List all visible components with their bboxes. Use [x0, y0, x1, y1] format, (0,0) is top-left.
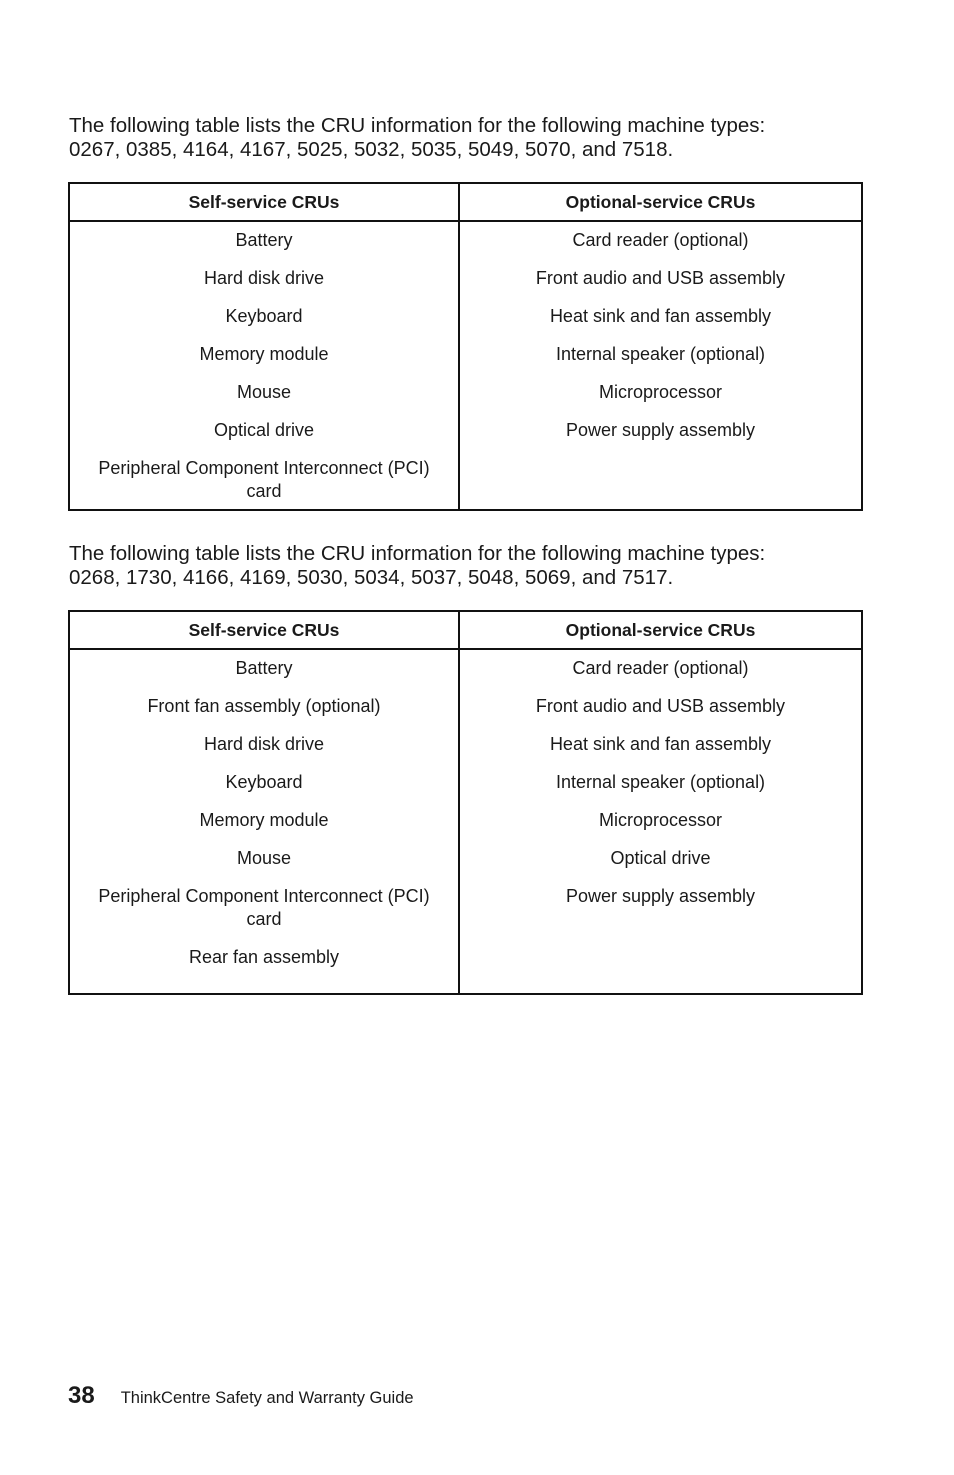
- list-item: Keyboard: [225, 306, 303, 326]
- list-item: Peripheral Component Interconnect (PCI) card: [98, 886, 430, 929]
- list-item: Hard disk drive: [203, 734, 325, 754]
- list-item: Mouse: [236, 382, 292, 402]
- list-item: Keyboard: [225, 772, 303, 792]
- list-item: Battery: [235, 230, 293, 250]
- table-header-row: [69, 183, 862, 221]
- page-number: 38: [68, 1382, 95, 1409]
- table-body-row: [69, 221, 862, 510]
- list-item: Front fan assembly (optional): [147, 696, 381, 716]
- optional-service-list: [459, 649, 862, 994]
- document-title: ThinkCentre Safety and Warranty Guide: [120, 1389, 414, 1407]
- list-item: Microprocessor: [598, 810, 723, 830]
- self-service-list: [69, 221, 459, 510]
- list-item: Front audio and USB assembly: [535, 268, 786, 288]
- page-footer: [68, 1382, 414, 1410]
- list-item: Heat sink and fan assembly: [549, 734, 772, 754]
- intro-paragraph-1: [69, 114, 869, 162]
- list-item: Power supply assembly: [565, 420, 756, 440]
- list-item: Internal speaker (optional): [555, 344, 766, 364]
- list-item: Microprocessor: [598, 382, 723, 402]
- intro-line: The following table lists the CRU information for the following machine types:: [69, 542, 766, 565]
- header-self-service: Self-service CRUs: [69, 183, 459, 221]
- header-self-service: Self-service CRUs: [69, 611, 459, 649]
- cru-table-2: [68, 610, 863, 995]
- list-item: Peripheral Component Interconnect (PCI) card: [98, 458, 430, 501]
- list-item: Card reader (optional): [572, 230, 749, 250]
- list-item: Mouse: [236, 848, 292, 868]
- optional-service-list: [459, 221, 862, 510]
- intro-line: 0268, 1730, 4166, 4169, 5030, 5034, 5037, 5048, 5069, and 7517.: [69, 566, 674, 589]
- list-item: Optical drive: [610, 848, 711, 868]
- table-header-row: [69, 611, 862, 649]
- cru-table-1: [68, 182, 863, 511]
- list-item: Battery: [235, 658, 293, 678]
- list-item: Heat sink and fan assembly: [549, 306, 772, 326]
- table-body-row: [69, 649, 862, 994]
- list-item: Internal speaker (optional): [555, 772, 766, 792]
- intro-line: The following table lists the CRU information for the following machine types:: [69, 114, 766, 137]
- self-service-list: [69, 649, 459, 994]
- list-item: Front audio and USB assembly: [535, 696, 786, 716]
- intro-line: 0267, 0385, 4164, 4167, 5025, 5032, 5035, 5049, 5070, and 7518.: [69, 138, 674, 161]
- list-item: Memory module: [199, 344, 329, 364]
- header-optional-service: Optional-service CRUs: [459, 183, 862, 221]
- header-optional-service: Optional-service CRUs: [459, 611, 862, 649]
- intro-paragraph-2: [69, 542, 869, 590]
- list-item: Hard disk drive: [203, 268, 325, 288]
- list-item: Rear fan assembly: [188, 947, 340, 967]
- list-item: Card reader (optional): [572, 658, 749, 678]
- list-item: Power supply assembly: [565, 886, 756, 906]
- list-item: Optical drive: [213, 420, 315, 440]
- list-item: Memory module: [199, 810, 329, 830]
